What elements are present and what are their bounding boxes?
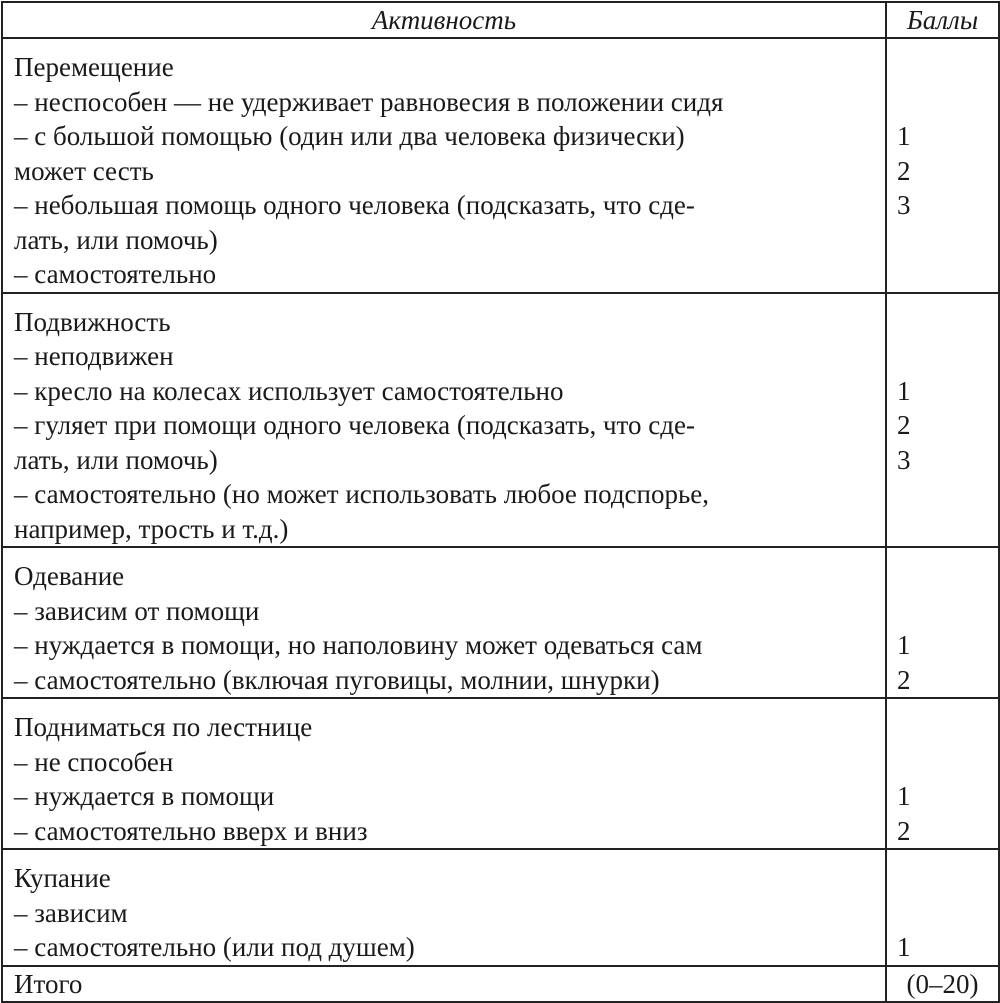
score-value: [897, 339, 998, 374]
score-value: [897, 710, 998, 745]
score-value: [897, 745, 998, 780]
score-value: [897, 50, 998, 85]
score-value: 1: [897, 932, 911, 962]
score-cell: [886, 38, 999, 293]
score-value: [897, 896, 998, 931]
activity-cell: [2, 547, 886, 698]
group-title: Подвижность: [14, 306, 171, 337]
score-value: 2: [897, 155, 911, 186]
score-value: 3: [897, 190, 911, 220]
option-line: – зависим от помощи: [14, 595, 260, 626]
score-value: [897, 594, 998, 629]
option-line: – зависим: [14, 897, 128, 928]
total-row: [2, 966, 999, 1002]
score-value: [897, 861, 998, 896]
score-value: 1: [897, 630, 911, 660]
option-line: – не способен: [14, 746, 174, 777]
activity-cell: [2, 698, 886, 849]
header-score: Баллы: [886, 2, 999, 38]
option-line: лать, или помочь): [14, 444, 218, 475]
score-cell: [886, 293, 999, 548]
score-value: 2: [897, 664, 911, 695]
option-line: лать, или помочь): [14, 224, 218, 255]
option-line: – неспособен — не удерживает равновесия в положении сидя: [14, 86, 724, 117]
option-line: – самостоятельно вверх и вниз: [14, 815, 368, 846]
option-line: – самостоятельно: [14, 259, 217, 289]
score-value: [897, 559, 998, 594]
group-row-dressing: [2, 547, 999, 698]
option-line: – самостоятельно (или под душем): [14, 932, 415, 962]
score-cell: [886, 698, 999, 849]
score-value: 3: [897, 444, 911, 475]
score-value: 1: [897, 121, 911, 151]
group-title: Перемещение: [14, 52, 174, 82]
option-line: может сесть: [14, 155, 154, 186]
score-value: [897, 305, 998, 340]
header-activity: Активность: [2, 2, 886, 38]
option-line: – самостоятельно (включая пуговицы, молнии, шнурки): [14, 664, 660, 695]
option-line: – гуляет при помощи одного человека (подсказать, что сде-: [14, 410, 695, 440]
option-line: – нуждается в помощи, но наполовину может одеваться сам: [14, 630, 703, 660]
activity-cell: [2, 38, 886, 293]
group-title: Купание: [14, 863, 111, 893]
option-line: – небольшая помощь одного человека (подсказать, что сде-: [14, 190, 695, 220]
score-value: 1: [897, 781, 911, 811]
group-row-transfer: [2, 38, 999, 293]
group-title: Подниматься по лестнице: [14, 712, 313, 742]
group-row-stairs: [2, 698, 999, 849]
option-line: – кресло на колесах использует самостоятельно: [14, 375, 564, 406]
option-line: – с большой помощью (один или два человека физически): [14, 121, 685, 151]
option-line: – нуждается в помощи: [14, 781, 275, 811]
score-value: 2: [897, 815, 911, 846]
scoring-table: [1, 1, 1000, 1003]
option-line: – неподвижен: [14, 341, 174, 371]
option-line: – самостоятельно (но может использовать любое подспорье,: [14, 479, 710, 509]
score-cell: [886, 547, 999, 698]
option-line: например, трость и т.д.): [14, 513, 289, 544]
total-score: (0–20): [886, 966, 999, 1002]
activity-cell: [2, 849, 886, 966]
header-row: [2, 2, 999, 38]
score-value: 2: [897, 410, 911, 440]
group-row-bathing: [2, 849, 999, 966]
activity-cell: [2, 293, 886, 548]
group-row-mobility: [2, 293, 999, 548]
total-label: Итого: [2, 966, 886, 1002]
score-value: 1: [897, 375, 911, 406]
score-cell: [886, 849, 999, 966]
group-title: Одевание: [14, 561, 125, 591]
score-value: [897, 85, 998, 120]
